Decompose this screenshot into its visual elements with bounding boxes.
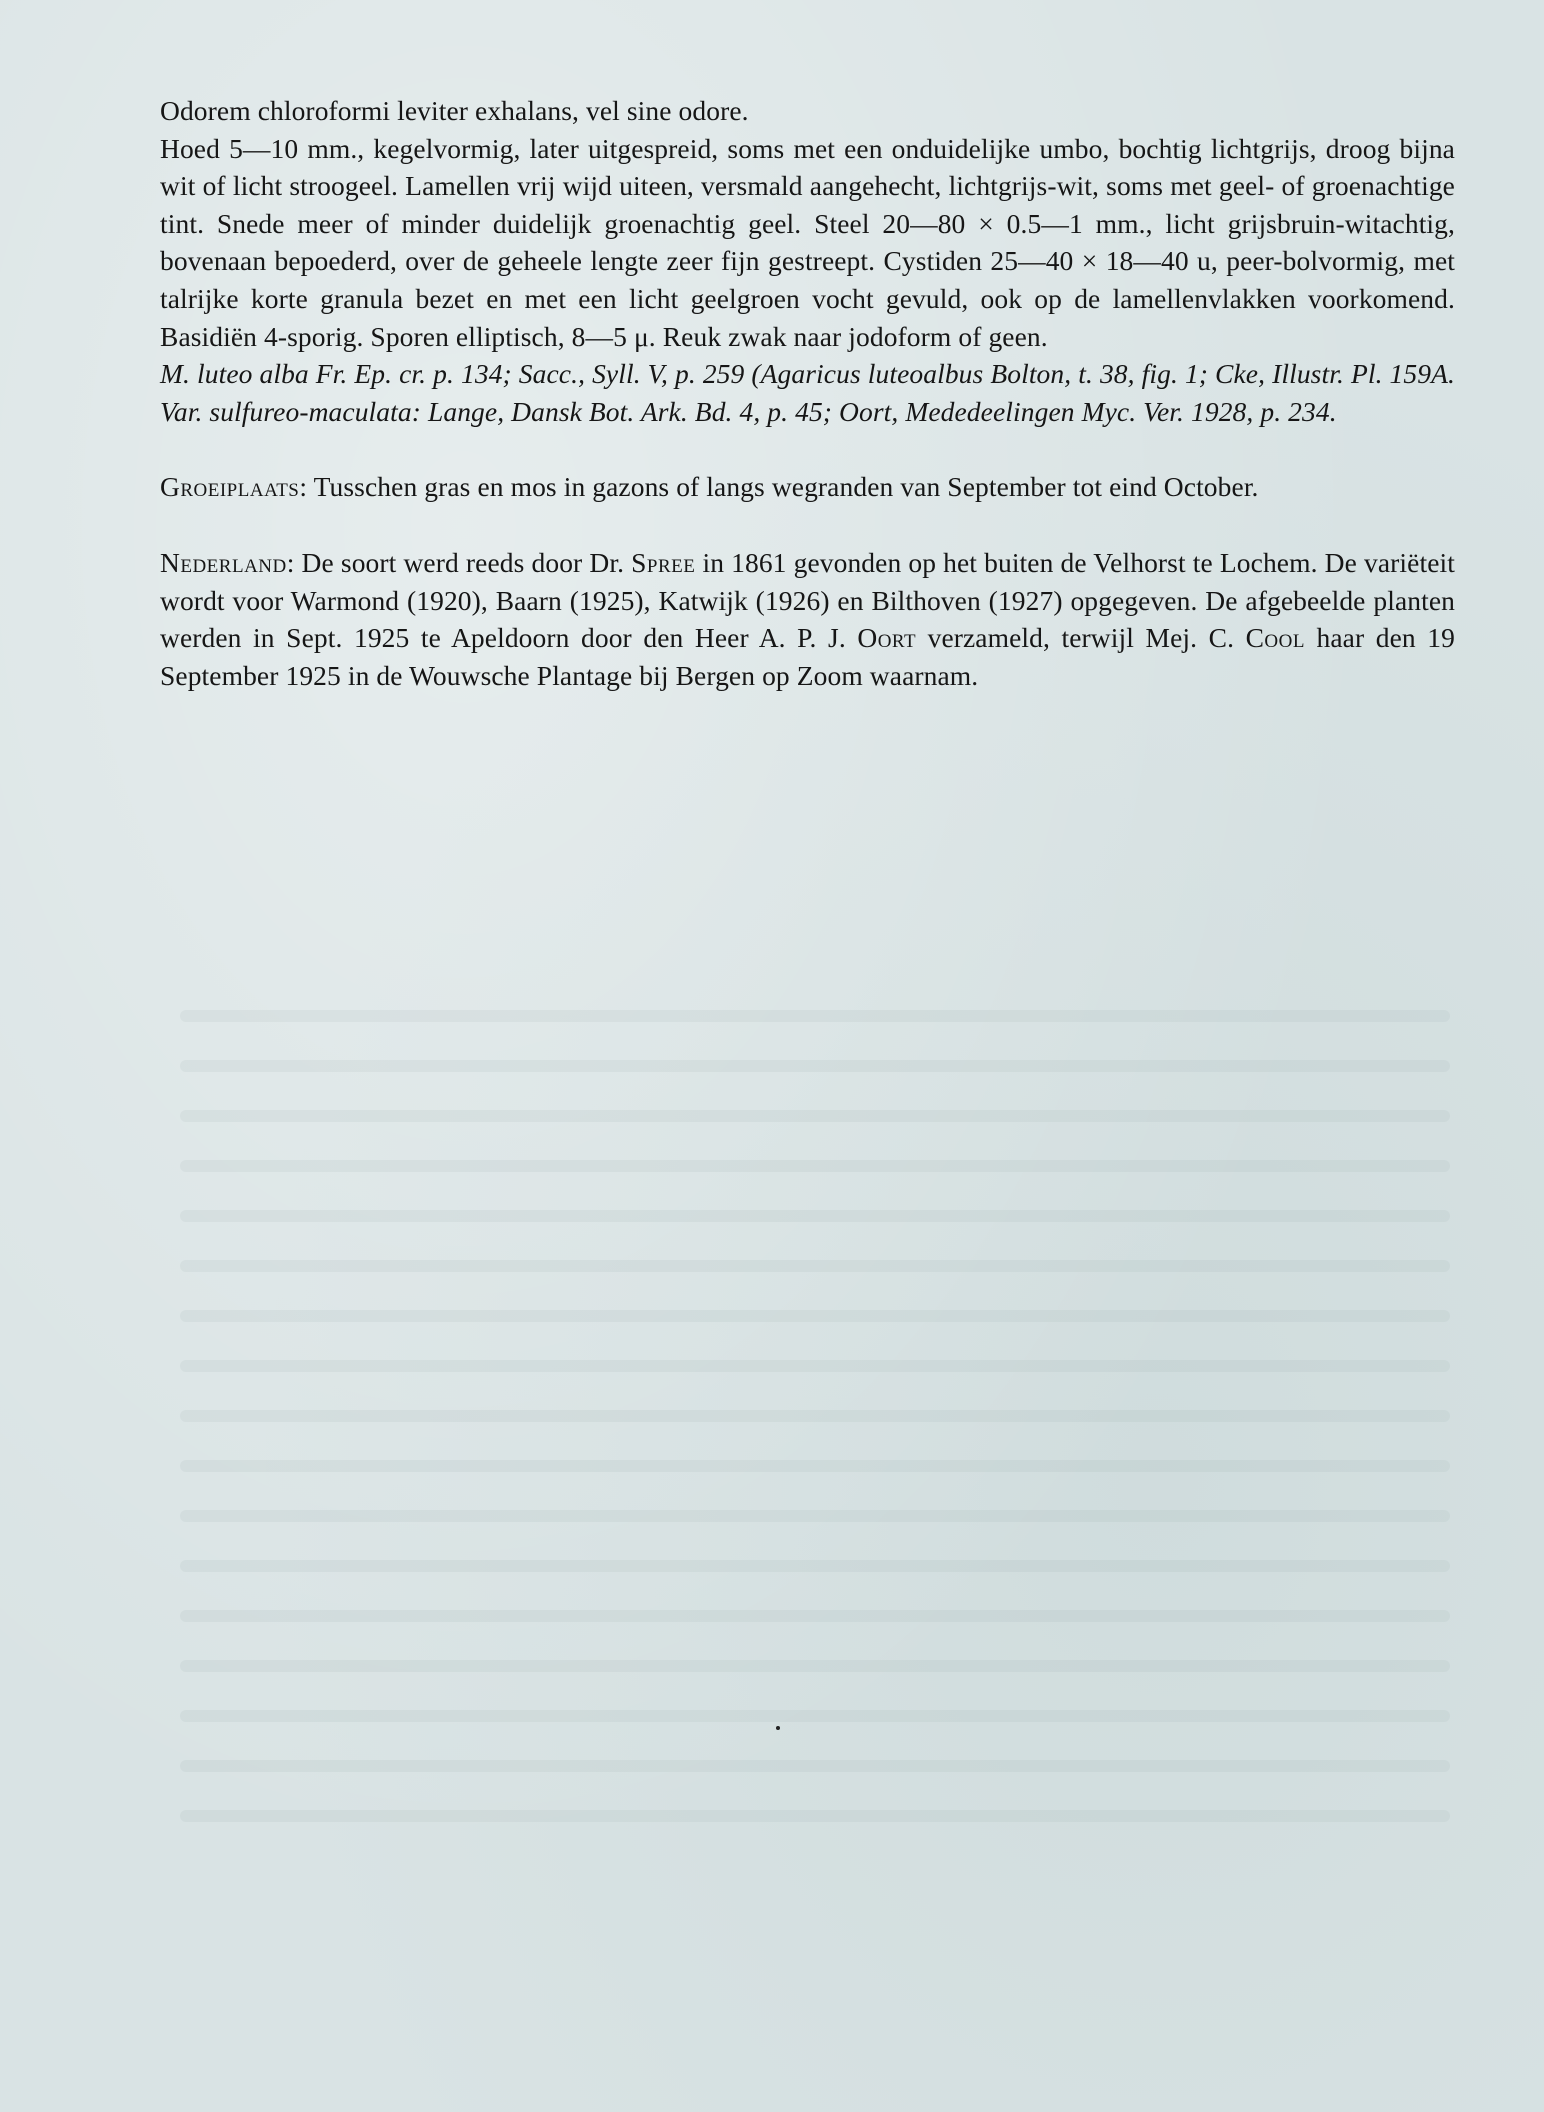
show-through-line (180, 1160, 1450, 1172)
show-through-line (180, 1010, 1450, 1022)
description-paragraph: Hoed 5—10 mm., kegelvormig, later uitgespreid, soms met een onduidelijke umbo, bochtig lichtgrijs, droog bijna wit of licht stroogeel. Lamellen vrij wijd uiteen, versmald aangehecht, lichtgrijs-wit, soms met geel- of groenachtige tint. Snede meer of minder duidelijk groenachtig geel. Steel 20—80 × 0.5—1 mm., licht grijsbruin-witachtig, bovenaan bepoederd, over de geheele lengte zeer fijn gestreept. Cystiden 25—40 × 18—40 u, peer-bolvormig, met talrijke korte granula bezet en met een licht geelgroen vocht gevuld, ook op de lamellenvlakken voorkomend. Basidiën 4-sporig. Sporen elliptisch, 8—5 μ. Reuk zwak naar jodoform of geen. (160, 132, 1455, 352)
show-through-line (180, 1710, 1450, 1722)
netherlands-text-2: in 1861 gevonden op het buiten de Velhorst te Lochem. De variëteit wordt voor Warmond (1920), Baarn (1925), Katwijk (1926) en Bilthoven (1927) opgegeven. De afgebeelde planten werden in Sept. 1925 te Apeldoorn door den Heer A. P. J. (160, 546, 1455, 654)
netherlands-paragraph (160, 544, 1455, 694)
show-through-line (180, 1210, 1450, 1222)
habitat-paragraph (160, 468, 1455, 506)
show-through-line (180, 1460, 1450, 1472)
habitat-text: : Tusschen gras en mos in gazons of langs wegranden van September tot eind October. (299, 471, 1259, 503)
collector-name-spree: Spree (631, 546, 696, 578)
show-through-line (180, 1560, 1450, 1572)
show-through-line (180, 1310, 1450, 1322)
show-through-line (180, 1060, 1450, 1072)
collector-name-cool: Cool (1245, 622, 1305, 654)
show-through-line (180, 1410, 1450, 1422)
show-through-line (180, 1110, 1450, 1122)
page-speck (776, 1726, 780, 1730)
document-body (160, 92, 1455, 694)
show-through-line (180, 1610, 1450, 1622)
netherlands-text-1: : De soort werd reeds door Dr. (286, 546, 632, 578)
netherlands-heading: Nederland (160, 546, 287, 578)
collector-name-oort: Oort (857, 622, 917, 654)
show-through-line (180, 1260, 1450, 1272)
netherlands-text-3: verzameld, terwijl Mej. C. (916, 622, 1246, 654)
show-through-line (180, 1810, 1450, 1822)
show-through-line (180, 1660, 1450, 1672)
show-through-line (180, 1510, 1450, 1522)
show-through-line (180, 1360, 1450, 1372)
citation-paragraph: M. luteo alba Fr. Ep. cr. p. 134; Sacc., Syll. V, p. 259 (Agaricus luteoalbus Bolton, t. 38, fig. 1; Cke, Illustr. Pl. 159A. Var. sulfureo-maculata: Lange, Dansk Bot. Ark. Bd. 4, p. 45; Oort, Mededeelingen Myc. Ver. 1928, p. 234. (160, 358, 1455, 427)
netherlands-text-4: haar den 19 September 1925 in de Wouwsche Plantage bij Bergen op Zoom waarnam. (160, 622, 1455, 691)
habitat-heading: Groeiplaats (160, 471, 300, 503)
odor-paragraph: Odorem chloroformi leviter exhalans, vel sine odore. (160, 95, 749, 126)
show-through-line (180, 1760, 1450, 1772)
